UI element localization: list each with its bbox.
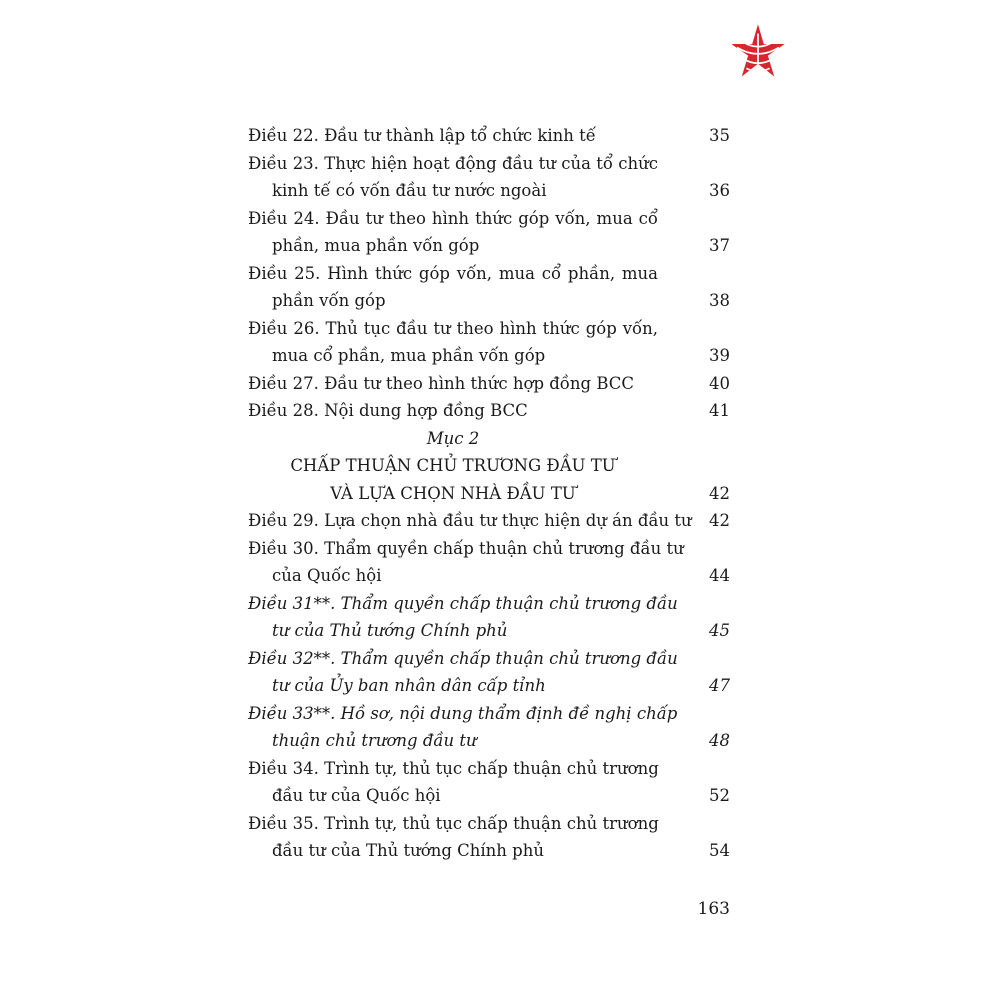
toc-entry-text-line: Điều 31**. Thẩm quyền chấp thuận chủ trương đầu — [248, 593, 678, 613]
toc-entry-text-line: của Quốc hội — [272, 566, 382, 585]
toc-entry-page-number: 47 — [709, 676, 730, 695]
toc-entry-text-line: Điều 30. Thẩm quyền chấp thuận chủ trương đầu tư — [248, 538, 684, 558]
toc-entry-text-line: tư của Thủ tướng Chính phủ — [272, 621, 508, 640]
toc-entry-page-number: 42 — [709, 511, 730, 530]
toc-entry — [248, 810, 730, 865]
toc-entry — [248, 122, 730, 150]
toc-entry-page-number: 45 — [709, 621, 730, 640]
toc-entry-text-line: Điều 22. Đầu tư thành lập tổ chức kinh tế — [248, 126, 596, 145]
toc-entry-text-line: Điều 26. Thủ tục đầu tư theo hình thức góp vốn, — [248, 318, 658, 338]
toc-entry-text-line: Điều 27. Đầu tư theo hình thức hợp đồng BCC — [248, 373, 635, 393]
toc-entry — [248, 590, 730, 645]
toc-entry — [248, 397, 730, 425]
section-label: Mục 2 — [426, 428, 480, 448]
toc-entry — [248, 315, 730, 370]
toc-entry-text-line: Điều 33**. Hồ sơ, nội dung thẩm định đề nghị chấp — [248, 703, 678, 723]
toc-entry — [248, 205, 730, 260]
toc-entry — [248, 507, 730, 535]
section-page-number: 42 — [709, 483, 730, 503]
toc-entry-text-line: Điều 28. Nội dung hợp đồng BCC — [248, 401, 528, 420]
toc-entry — [248, 700, 730, 755]
toc-section-heading — [248, 425, 730, 508]
toc-entry — [248, 260, 730, 315]
toc-entry-page-number: 41 — [709, 401, 730, 420]
publisher-star-logo-icon — [729, 22, 787, 80]
toc-entry-text-line: Điều 29. Lựa chọn nhà đầu tư thực hiện dự án đầu tư — [248, 511, 692, 530]
table-of-contents — [248, 122, 730, 865]
toc-entry-page-number: 38 — [709, 291, 730, 310]
toc-entry-page-number: 52 — [709, 786, 730, 805]
toc-entry — [248, 535, 730, 590]
toc-entry-text-line: Điều 32**. Thẩm quyền chấp thuận chủ trương đầu — [248, 648, 678, 668]
toc-entry — [248, 150, 730, 205]
toc-entry-text-line: Điều 24. Đầu tư theo hình thức góp vốn, mua cổ — [248, 208, 658, 228]
toc-entry-page-number: 35 — [709, 126, 730, 145]
toc-entry-text-line: tư của Ủy ban nhân dân cấp tỉnh — [272, 676, 546, 695]
toc-entry-text-line: đầu tư của Quốc hội — [272, 786, 441, 805]
toc-entry-text-line: đầu tư của Thủ tướng Chính phủ — [272, 841, 544, 860]
toc-entry-text-line: kinh tế có vốn đầu tư nước ngoài — [272, 181, 547, 200]
toc-list-articles-22-28 — [248, 122, 730, 425]
toc-entry-text-line: mua cổ phần, mua phần vốn góp — [272, 346, 546, 365]
toc-entry-text-line: Điều 25. Hình thức góp vốn, mua cổ phần, mua — [248, 263, 658, 283]
toc-entry — [248, 370, 730, 398]
toc-entry-text-line: Điều 35. Trình tự, thủ tục chấp thuận chủ trương — [248, 813, 659, 833]
toc-entry — [248, 755, 730, 810]
toc-entry-page-number: 48 — [709, 731, 730, 750]
toc-entry-page-number: 36 — [709, 181, 730, 200]
toc-entry-text-line: phần vốn góp — [272, 291, 386, 310]
toc-entry-text-line: Điều 23. Thực hiện hoạt động đầu tư của tổ chức — [248, 153, 658, 173]
toc-entry-page-number: 39 — [709, 346, 730, 365]
toc-entry — [248, 645, 730, 700]
toc-entry-page-number: 54 — [709, 841, 730, 860]
toc-list-articles-29-35 — [248, 507, 730, 865]
toc-entry-text-line: Điều 34. Trình tự, thủ tục chấp thuận chủ trương — [248, 758, 659, 778]
toc-entry-page-number: 40 — [709, 373, 730, 393]
toc-entry-text-line: phần, mua phần vốn góp — [272, 236, 480, 255]
toc-entry-text-line: thuận chủ trương đầu tư — [272, 731, 477, 750]
page-number: 163 — [697, 899, 730, 919]
toc-entry-page-number: 37 — [709, 236, 730, 255]
toc-entry-page-number: 44 — [709, 566, 730, 585]
section-title-line-2: VÀ LỰA CHỌN NHÀ ĐẦU TƯ — [330, 483, 576, 503]
section-title-line-1: CHẤP THUẬN CHỦ TRƯƠNG ĐẦU TƯ — [290, 456, 616, 475]
